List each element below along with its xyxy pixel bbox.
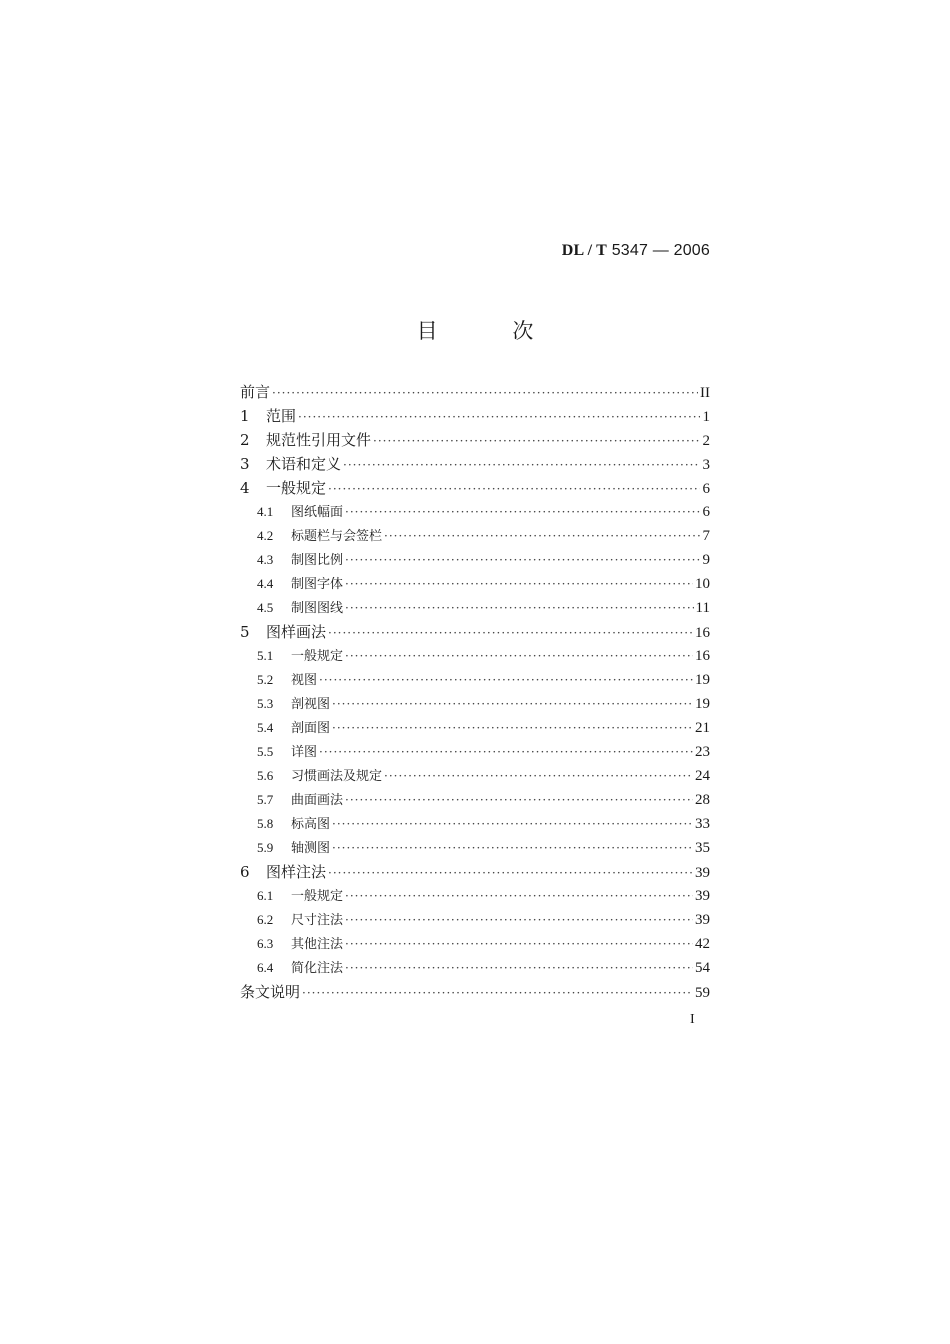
toc-entry-number: 4.1 [257,504,274,519]
toc-entry-title: 剖面图 [291,721,331,736]
toc-entry-page: 59 [695,985,710,1001]
dot-leader [345,956,693,980]
toc-entry[interactable] [240,884,710,908]
toc-entry[interactable] [240,956,710,980]
toc-entry[interactable] [240,524,710,548]
toc-entry-title: 图样画法 [266,623,327,641]
toc-entry-number: 5.2 [257,672,274,687]
dot-leader [272,381,698,405]
dot-leader [319,740,693,764]
toc-entry-number: 4.4 [257,576,274,591]
dot-leader [345,548,700,572]
dot-leader [345,572,693,596]
toc-entry-number: 6.2 [257,912,274,927]
toc-entry-number: 2 [240,431,250,449]
toc-entry-title: 术语和定义 [266,455,342,473]
dot-leader [345,932,693,956]
dot-leader [332,692,693,716]
toc-entry-number: 5.4 [257,720,274,735]
page-number: I [690,1012,695,1027]
toc-entry-title: 前言 [240,383,271,401]
toc-entry-title: 标高图 [291,817,331,832]
toc-entry-page: 24 [695,768,710,784]
toc-entry-page: 6 [702,481,710,497]
toc-entry[interactable] [240,644,710,668]
toc-entry-title: 一般规定 [266,479,327,497]
toc-entry-title: 其他注法 [291,937,344,952]
dot-leader [345,788,693,812]
toc-entry[interactable] [240,932,710,956]
dot-leader [345,500,700,524]
toc-entry-page: 39 [695,912,710,928]
toc-entry-number: 6.4 [257,960,274,975]
dot-leader [328,621,693,645]
toc-entry-title: 一般规定 [291,889,344,904]
toc-entry-page: 21 [695,720,710,736]
toc-entry[interactable] [240,788,710,812]
toc-entry-page: 23 [695,744,710,760]
toc-entry-title: 一般规定 [291,649,344,664]
toc-entry-number: 5.9 [257,840,274,855]
toc-entry-title: 制图字体 [291,577,344,592]
toc-entry-title: 制图比例 [291,553,344,568]
dot-leader [345,884,693,908]
toc-entry-title: 条文说明 [240,983,301,1001]
toc-entry-title: 尺寸注法 [291,913,344,928]
toc-entry-number: 5.8 [257,816,274,831]
toc-entry[interactable] [240,548,710,572]
toc-entry-page: 19 [695,672,710,688]
dot-leader [345,596,694,620]
dot-leader [384,764,693,788]
dot-leader [319,668,693,692]
toc-entry-page: II [700,385,710,401]
toc-entry[interactable] [240,428,710,452]
toc-entry-page: 6 [702,504,710,520]
document-code-number: 5347 — 2006 [607,242,710,259]
toc-entry-number: 4.5 [257,600,274,615]
toc-entry-number: 4.2 [257,528,274,543]
toc-entry[interactable] [240,596,710,620]
toc-entry-page: 16 [695,625,710,641]
dot-leader [328,477,700,501]
toc-entry[interactable] [240,764,710,788]
toc-entry[interactable] [240,740,710,764]
toc-entry-page: 3 [702,457,710,473]
toc-entry-page: 54 [695,960,710,976]
toc-entry-title: 标题栏与会签栏 [291,529,383,544]
toc-entry-page: 1 [702,409,710,425]
toc-entry[interactable] [240,812,710,836]
toc-entry-page: 7 [702,528,710,544]
toc-entry-number: 5.1 [257,648,274,663]
dot-leader [373,429,700,453]
toc-entry[interactable] [240,908,710,932]
toc-entry-page: 10 [695,576,710,592]
dot-leader [328,861,693,885]
document-code-prefix: DL / T [561,242,608,259]
toc-entry[interactable] [240,404,710,428]
toc-entry-title: 规范性引用文件 [266,431,372,449]
toc-entry-number: 5.6 [257,768,274,783]
toc-entry-title: 图样注法 [266,863,327,881]
toc-entry-title: 范围 [266,407,297,425]
toc-entry[interactable] [240,692,710,716]
toc-entry-number: 4 [240,479,250,497]
toc-entry-title: 轴测图 [291,841,331,856]
document-code [562,242,710,260]
toc-entry-page: 19 [695,696,710,712]
toc-entry[interactable] [240,572,710,596]
toc-entry-number: 6.3 [257,936,274,951]
toc-entry-page: 28 [695,792,710,808]
toc-entry-page: 39 [695,865,710,881]
toc-entry-page: 16 [695,648,710,664]
toc-entry-number: 6 [240,863,250,881]
toc-entry[interactable] [240,860,710,884]
toc-entry-page: 33 [695,816,710,832]
toc-entry-title: 曲面画法 [291,793,344,808]
toc-entry-number: 6.1 [257,888,274,903]
toc-entry[interactable] [240,500,710,524]
toc-entry-number: 1 [240,407,250,425]
toc-entry-number: 5.3 [257,696,274,711]
toc-entry[interactable] [240,380,710,404]
dot-leader [345,644,693,668]
toc-entry[interactable] [240,452,710,476]
toc-entry-title: 习惯画法及规定 [291,769,383,784]
dot-leader [298,405,700,429]
toc-entry-title: 视图 [291,673,318,688]
toc-entry-title: 详图 [291,745,318,760]
toc-entry[interactable] [240,836,710,860]
dot-leader [302,981,693,1005]
table-of-contents [240,380,710,1004]
toc-entry-page: 9 [702,552,710,568]
toc-entry[interactable] [240,620,710,644]
dot-leader [384,524,700,548]
dot-leader [332,836,693,860]
toc-entry-title: 剖视图 [291,697,331,712]
toc-entry-number: 5 [240,623,250,641]
toc-entry[interactable] [240,476,710,500]
toc-entry-number: 5.5 [257,744,274,759]
toc-entry-number: 5.7 [257,792,274,807]
toc-entry-number: 3 [240,455,250,473]
toc-entry[interactable] [240,668,710,692]
dot-leader [345,908,693,932]
toc-entry-page: 42 [695,936,710,952]
toc-entry-page: 11 [695,600,710,616]
toc-entry-page: 2 [702,433,710,449]
toc-entry-title: 制图图线 [291,601,344,616]
toc-entry-page: 35 [695,840,710,856]
toc-entry-page: 39 [695,888,710,904]
toc-entry-title: 图纸幅面 [291,505,344,520]
dot-leader [343,453,700,477]
dot-leader [332,812,693,836]
toc-entry[interactable] [240,980,710,1004]
toc-entry-title: 简化注法 [291,961,344,976]
dot-leader [332,716,693,740]
toc-entry-number: 4.3 [257,552,274,567]
toc-title: 目 次 [416,319,568,343]
toc-entry[interactable] [240,716,710,740]
